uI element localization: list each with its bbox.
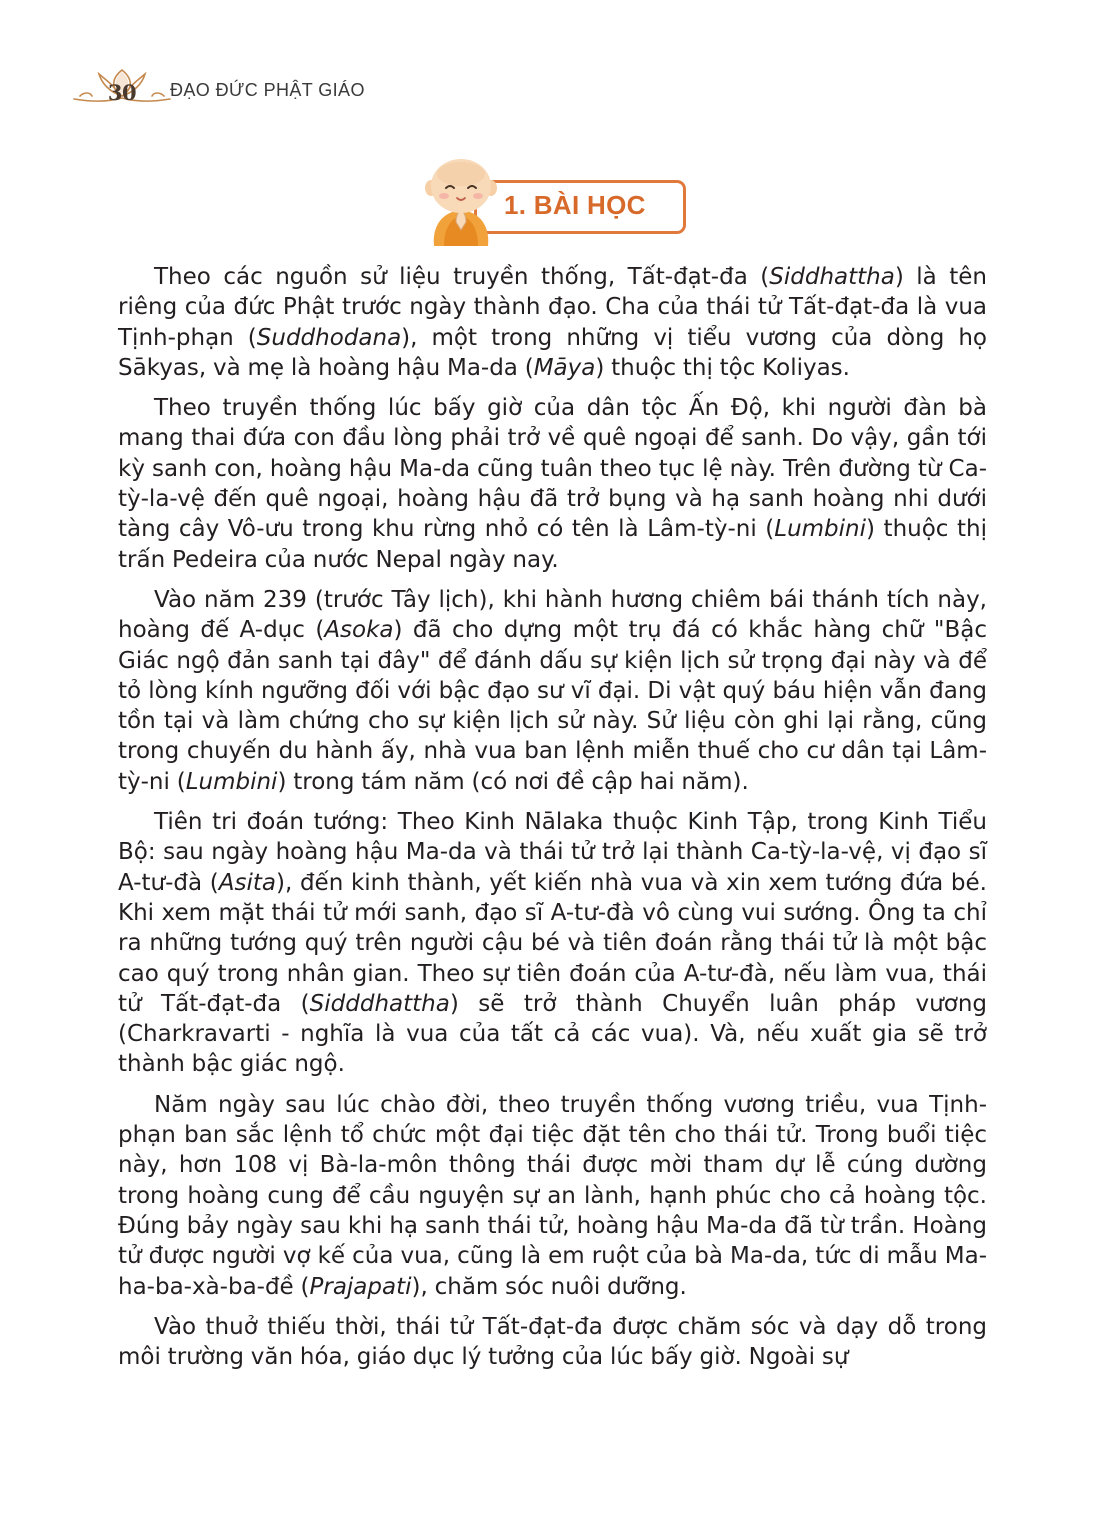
- paragraph: [118, 1312, 987, 1373]
- section-heading: [420, 156, 686, 248]
- italic-term: Sidddhattha: [309, 990, 450, 1017]
- section-title: 1. BÀI HỌC: [504, 190, 646, 220]
- text-run: ), một trong những vị tiểu vương của dòng họ Sākyas, và mẹ là hoàng hậu Ma-da (: [118, 324, 987, 381]
- paragraph: [118, 807, 987, 1080]
- text-run: Theo các nguồn sử liệu truyền thống, Tất-đạt-đa (: [154, 264, 770, 290]
- paragraph: [118, 393, 987, 575]
- text-run: Năm ngày sau lúc chào đời, theo truyền thống vương triều, vua Tịnh-phạn ban sắc lệnh tổ chức một đại tiệc đặt tên cho thái tử. Trong buổi tiệc này, hơn 108 vị Bà-la-môn thông thái được mời tham dự lễ cúng dường trong hoàng cung để cầu nguyện sự an lành, hạnh phúc cho cả hoàng tộc. Đúng bảy ngày sau khi hạ sanh thái tử, hoàng hậu Ma-da đã từ trần. Hoàng tử được người vợ kế của vua, cũng là em ruột của bà Ma-da, tức di mẫu Ma-ha-ba-xà-ba-đề (: [118, 1091, 987, 1300]
- italic-term: Asita: [218, 869, 276, 896]
- little-monk-icon: [420, 156, 502, 248]
- text-run: ) thuộc thị tộc Koliyas.: [595, 354, 850, 381]
- paragraph: [118, 262, 987, 383]
- text-run: ), đến kinh thành, yết kiến nhà vua và xin xem tướng đứa bé. Khi xem mặt thái tử mới sanh, đạo sĩ A-tư-đà vô cùng vui sướng. Ông ta chỉ ra những tướng quý trên người cậu bé và tiên đoán rằng thái tử là một bậc cao quý trong nhân gian. Theo sự tiên đoán của A-tư-đà, nếu làm vua, thái tử Tất-đạt-đa (: [118, 869, 987, 1017]
- running-header: [72, 66, 382, 116]
- italic-term: Suddhodana: [256, 324, 402, 351]
- italic-term: Lumbini: [185, 768, 278, 795]
- text-run: ) sẽ trở thành Chuyển luân pháp vương (Charkravarti - nghĩa là vua của tất cả các vua). Và, nếu xuất gia sẽ trở thành bậc giác ngộ.: [118, 990, 987, 1078]
- text-run: Vào thuở thiếu thời, thái tử Tất-đạt-đa được chăm sóc và dạy dỗ trong môi trường văn hóa, giáo dục lý tưởng của lúc bấy giờ. Ngoài sự: [118, 1313, 987, 1371]
- italic-term: Lumbini: [774, 516, 867, 543]
- text-run: Tiên tri đoán tướng: Theo Kinh Nālaka thuộc Kinh Tập, trong Kinh Tiểu Bộ: sau ngày hoàng hậu Ma-da và thái tử trở lại thành Ca-tỳ-la-vệ, vị đạo sĩ A-tư-đà (: [118, 809, 987, 896]
- text-run: ) thuộc thị trấn Pedeira của nước Nepal ngày nay.: [118, 516, 987, 573]
- text-run: ) đã cho dựng một trụ đá có khắc hàng chữ "Bậc Giác ngộ đản sanh tại đây" để đánh dấu sự kiện lịch sử trọng đại này và để tỏ lòng kính ngưỡng đối với bậc đạo sư vĩ đại. Di vật quý báu hiện vẫn đang tồn tại và làm chứng cho sự kiện lịch sử này. Sử liệu còn ghi lại rằng, cũng trong chuyến du hành ấy, nhà vua ban lệnh miễn thuế cho cư dân tại Lâm-tỳ-ni (: [118, 617, 987, 795]
- italic-term: Prajapati: [309, 1273, 412, 1300]
- italic-term: Asoka: [324, 617, 394, 644]
- page-number: 30: [107, 80, 137, 105]
- paragraph: [118, 1090, 987, 1302]
- book-title: ĐẠO ĐỨC PHẬT GIÁO: [170, 80, 365, 100]
- text-run: ) là tên riêng của đức Phật trước ngày thành đạo. Cha của thái tử Tất-đạt-đa là vua Tịnh-phạn (: [118, 264, 987, 351]
- italic-term: Māya: [533, 354, 596, 381]
- text-run: Theo truyền thống lúc bấy giờ của dân tộc Ấn Độ, khi người đàn bà mang thai đứa con đầu lòng phải trở về quê ngoại để sanh. Do vậy, gần tới kỳ sanh con, hoàng hậu Ma-da cũng tuân theo tục lệ này. Trên đường từ Ca-tỳ-la-vệ đến quê ngoại, hoàng hậu đã trở bụng và hạ sanh hoàng nhi dưới tàng cây Vô-ưu trong khu rừng nhỏ có tên là Lâm-tỳ-ni (: [118, 395, 987, 543]
- text-run: Vào năm 239 (trước Tây lịch), khi hành hương chiêm bái thánh tích này, hoàng đế A-dục (: [118, 586, 987, 644]
- text-run: ) trong tám năm (có nơi đề cập hai năm).: [277, 768, 749, 795]
- paragraph: [118, 585, 987, 797]
- lesson-body: [118, 262, 987, 1382]
- italic-term: Siddhattha: [769, 264, 895, 290]
- text-run: ), chăm sóc nuôi dưỡng.: [411, 1273, 687, 1300]
